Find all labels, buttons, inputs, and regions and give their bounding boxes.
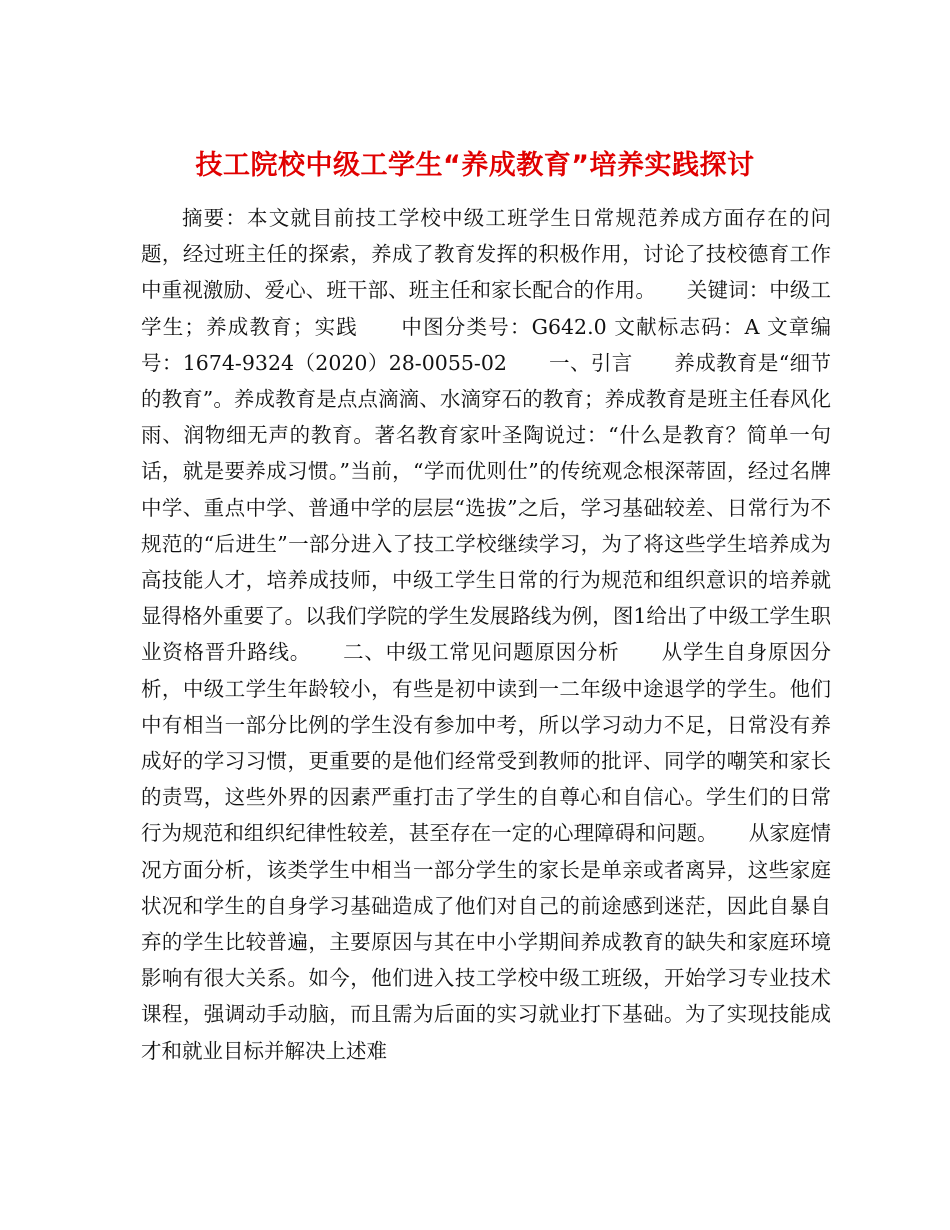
document-title: 技工院校中级工学生“养成教育”培养实践探讨 (195, 150, 755, 182)
document-body: 摘要：本文就目前技工学校中级工班学生日常规范养成方面存在的问题，经过班主任的探索，养成了教育发挥的积极作用，讨论了技校德育工作中重视激励、爱心、班干部、班主任和家长配合的作用。 关键词：中级工学生；养成教育；实践 中图分类号：G642.0 文献标志码：A 文章编号：1674-9324（2020）28-0055-02 一、引言 养成教育是“细节的教育”。养成教育是点点滴滴、水滴穿石的教育；养成教育是班主任春风化雨、润物细无声的教育。著名教育家叶圣陶说过：“什么是教育？简单一句话，就是要养成习惯。”当前，“学而优则仕”的传统观念根深蒂固，经过名牌中学、重点中学、普通中学的层层“选拔”之后，学习基础较差、日常行为不规范的“后进生”一部分进入了技工学校继续学习，为了将这些学生培养成为高技能人才，培养成技师，中级工学生日常的行为规范和组织意识的培养就显得格外重要了。以我们学院的学生发展路线为例，图1给出了中级工学生职业资格晋升路线。 二、中级工常见问题原因分析 从学生自身原因分析，中级工学生年龄较小，有些是初中读到一二年级中途退学的学生。他们中有相当一部分比例的学生没有参加中考，所以学习动力不足，日常没有养成好的学习习惯，更重要的是他们经常受到教师的批评、同学的嘲笑和家长的责骂，这些外界的因素严重打击了学生的自尊心和自信心。学生们的日常行为规范和组织纪律性较差，甚至存在一定的心理障碍和问题。 从家庭情况方面分析，该类学生中相当一部分学生的家长是单亲或者离异，这些家庭状况和学生的自身学习基础造成了他们对自己的前途感到迷茫，因此自暴自弃的学生比较普遍，主要原因与其在中小学期间养成教育的缺失和家庭环境影响有很大关系。如今，他们进入技工学校中级工班级，开始学习专业技术课程，强调动手动脑，而且需为后面的实习就业打下基础。为了实现技能成才和就业目标并解决上述难 (141, 206, 831, 1063)
